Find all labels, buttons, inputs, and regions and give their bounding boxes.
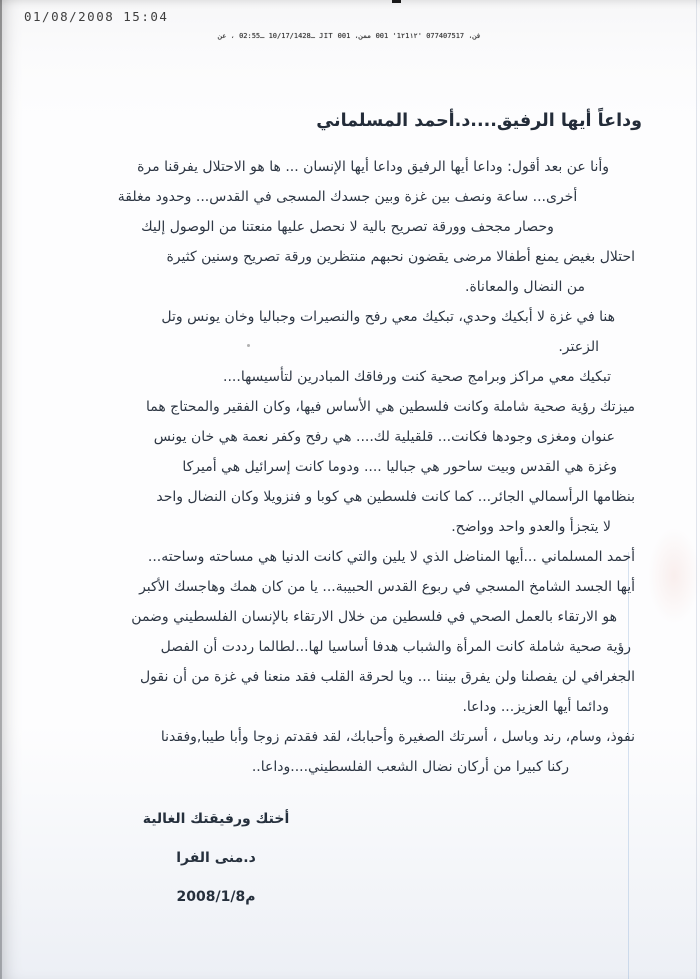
letter-body-line: عنوان ومغزى وجودها فكانت... قلقيلية لك.... هي رفح وكفر نعمة هي خان يونس bbox=[153, 429, 615, 445]
letter-body-line: ودائما أيها العزيز... وداعا. bbox=[462, 699, 609, 715]
letter-body-line: من النضال والمعاناة. bbox=[465, 279, 585, 295]
letter-body-line: احتلال بغيض يمنع أطفالا مرضى يقضون نحبهم منتظرين ورقة تصريح وسنين كثيرة bbox=[166, 249, 635, 265]
letter-body-line: هو الارتقاء بالعمل الصحي في فلسطين من خلال الارتقاء بالإنسان الفلسطيني وضمن bbox=[131, 609, 617, 625]
letter-body-line: الجغرافي لن يفصلنا ولن يفرق بيننا ... ويا لحرقة القلب فقد منعنا في غزة من أن نقول bbox=[139, 669, 635, 685]
letter-body-line: رؤية صحية شاملة كانت المرأة والشباب هدفا أساسيا لها...لطالما رددت أن الفصل bbox=[160, 639, 631, 655]
letter-body-line: أخرى... ساعة ونصف بين غزة وبين جسدك المسجى في القدس... وحدود مغلقة bbox=[117, 189, 578, 205]
letter-body-line: الزعتر. bbox=[558, 339, 599, 355]
letter-body-line: وأنا عن بعد أقول: وداعا أيها الرفيق وداعا أيها الإنسان ... ها هو الاحتلال يفرقنا مرة bbox=[137, 159, 609, 175]
signature-block bbox=[118, 800, 314, 917]
letter-body-line: لا يتجزأ والعدو واحد وواضح. bbox=[451, 519, 611, 535]
scan-right-edge-line bbox=[696, 0, 697, 979]
fax-timestamp: 01/08/2008 15:04 bbox=[24, 9, 169, 24]
letter-body-line: أيها الجسد الشامخ المسجي في ربوع القدس الحبيبة... يا من كان همك وهاجسك الأكبر bbox=[139, 579, 635, 595]
letter-body-line: تبكيك معي مراكز وبرامج صحية كنت ورفاقك المبادرين لتأسيسها.... bbox=[223, 369, 611, 385]
signature-line: أختك ورفيقتك الغالية bbox=[142, 811, 290, 827]
letter-body-line: ميزتك رؤية صحية شاملة وكانت فلسطين هي الأساس فيها، وكان الفقير والمحتاج هما bbox=[145, 399, 635, 415]
scan-smudge bbox=[648, 528, 700, 624]
letter-body-line: وغزة هي القدس وبيت ساحور هي جباليا .... ودوما كانت إسرائيل هي أميركا bbox=[182, 459, 617, 475]
letter-body-line: وحصار مجحف وورقة تصريح بالية لا نحصل عليها منعتنا من الوصول إليك bbox=[141, 219, 554, 235]
fax-transmission-header: ـ10/17/1428 ـ02:55 ، عن JIT فن، 077407517 '1٢1١٢' 001 ممن، 001 bbox=[218, 32, 481, 40]
letter-body-line: هنا في غزة لا أبكيك وحدي، تبكيك معي رفح والنصيرات وجباليا وخان يونس وتل bbox=[161, 309, 615, 325]
letter-title: وداعاً أيها الرفيق....د.أحمد المسلماني bbox=[316, 111, 642, 131]
signature-line: 2008/1/8م bbox=[176, 889, 256, 905]
letter-body-line: ركنا كبيرا من أركان نضال الشعب الفلسطيني....وداعا.. bbox=[251, 759, 569, 775]
letter-body bbox=[60, 152, 635, 782]
scan-top-mark bbox=[392, 0, 401, 3]
letter-body-line: أحمد المسلماني ...أيها المناضل الذي لا يلين والتي كانت الدنيا هي مساحته وساحته... bbox=[147, 549, 635, 565]
scan-left-edge-shadow bbox=[0, 0, 2, 979]
letter-body-line: بنظامها الرأسمالي الجائر... كما كانت فلسطين هي كوبا و فنزويلا وكان النضال واحد bbox=[156, 489, 635, 505]
letter-body-line: نفوذ، وسام، رند وباسل ، أسرتك الصغيرة وأحبابك، لقد فقدتم زوجا وأبا طيبا,وفقدنا bbox=[160, 729, 635, 745]
signature-line: د.منى الفرا bbox=[176, 850, 256, 866]
